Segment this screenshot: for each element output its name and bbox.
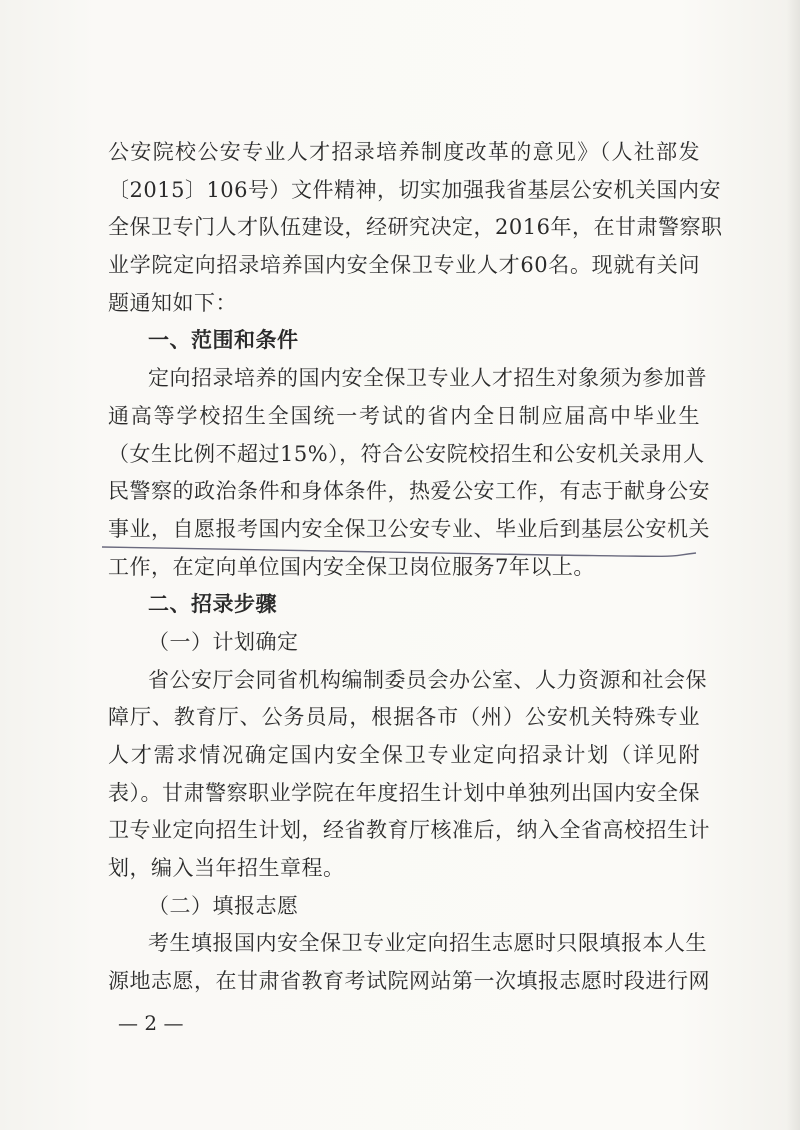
paragraph-line: 业学院定向招录培养国内安全保卫专业人才60名。现就有关问: [108, 253, 700, 278]
paragraph-line: 〔2015〕106号）文件精神，切实加强我省基层公安机关国内安: [108, 177, 722, 202]
paragraph-line: 划，编入当年招生章程。: [108, 856, 345, 881]
paragraph-line: 事业，自愿报考国内安全保卫公安专业、毕业后到基层公安机关: [108, 516, 710, 541]
paragraph-line: （女生比例不超过15%），符合公安院校招生和公安机关录用人: [108, 441, 705, 466]
paragraph-line: 人才需求情况确定国内安全保卫专业定向招录计划（详见附: [108, 743, 700, 767]
paragraph-line: 工作，在定向单位国内安全保卫岗位服务7年以上。: [108, 554, 595, 579]
paragraph-line: 定向招录培养的国内安全保卫专业人才招生对象须为参加普: [148, 366, 707, 391]
binding-edge-shadow: [786, 0, 800, 1130]
subsection-heading-application: （二）填报志愿: [148, 893, 299, 918]
paragraph-line: 源地志愿，在甘肃省教育考试院网站第一次填报志愿时段进行网: [108, 969, 710, 994]
paragraph-line: 省公安厅会同省机构编制委员会办公室、人力资源和社会保: [148, 667, 707, 692]
paragraph-line: 卫专业定向招生计划，经省教育厅核准后，纳入全省高校招生计: [108, 818, 710, 843]
paragraph-line: 表）。甘肃警察职业学院在年度招生计划中单独列出国内安全保: [108, 780, 700, 805]
paragraph-line: 民警察的政治条件和身体条件，热爱公安工作，有志于献身公安: [108, 479, 710, 504]
subsection-heading-plan: （一）计划确定: [148, 629, 299, 654]
section-heading-steps: 二、招录步骤: [148, 592, 277, 617]
paragraph-line: 通高等学校招生全国统一考试的省内全日制应届高中毕业生: [108, 403, 700, 428]
paragraph-line: 考生填报国内安全保卫专业定向招生志愿时只限填报本人生: [148, 931, 707, 956]
page-number: — 2 —: [118, 1011, 184, 1035]
section-heading-scope: 一、范围和条件: [148, 328, 299, 353]
paragraph-line: 公安院校公安专业人才招录培养制度改革的意见》（人社部发: [108, 140, 700, 164]
body-text: [108, 134, 723, 1001]
paragraph-line: 题通知如下：: [108, 290, 237, 315]
paragraph-line: 障厅、教育厅、公务员局，根据各市（州）公安机关特殊专业: [108, 705, 700, 730]
paragraph-line: 全保卫专门人才队伍建设，经研究决定，2016年，在甘肃警察职: [108, 215, 723, 240]
